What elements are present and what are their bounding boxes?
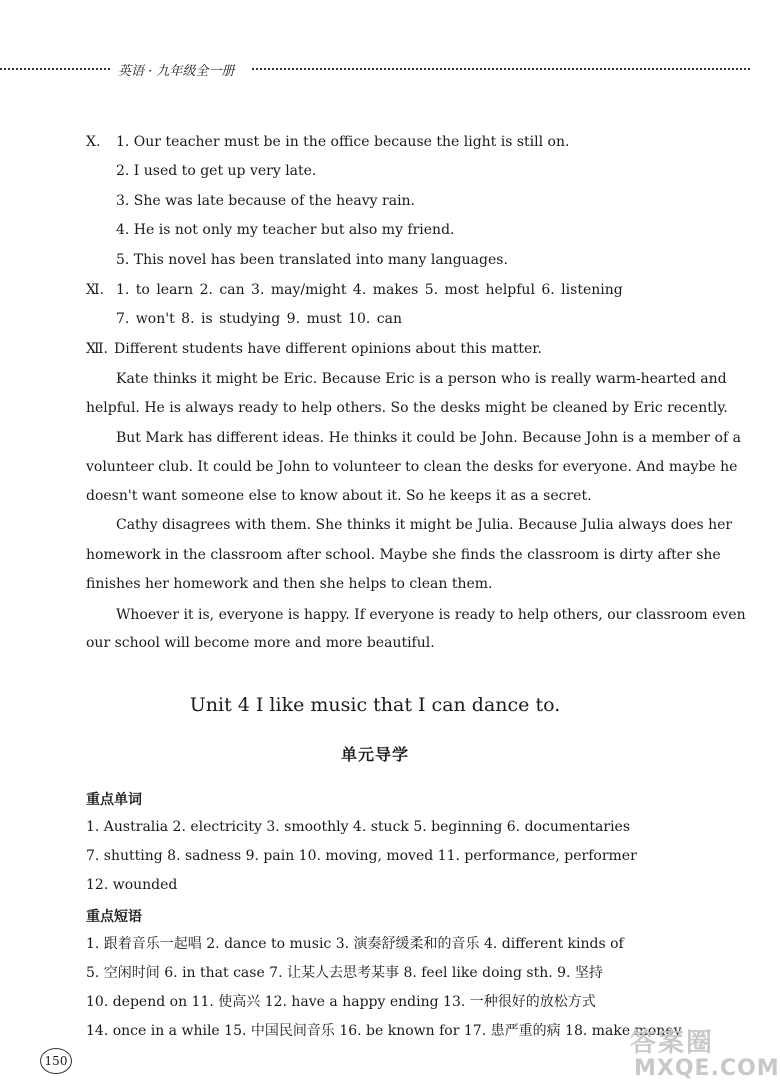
page-header: [0, 58, 750, 78]
section-x-item: 1. Our teacher must be in the office because the light is still on.: [116, 134, 570, 150]
essay-line: helpful. He is always ready to help others. So the desks might be cleaned by Eric recently.: [86, 400, 728, 416]
section-x-item: 4. He is not only my teacher but also my friend.: [116, 222, 455, 238]
section-x-numeral: Ⅹ.: [86, 134, 101, 150]
essay-line: finishes her homework and then she helps to clean them.: [86, 576, 493, 592]
essay-line: volunteer club. It could be John to volunteer to clean the desks for everyone. And maybe he: [86, 459, 738, 475]
watermark-text-bottom: MXQE.COM: [634, 1056, 780, 1081]
phrase-line: 1. 跟着音乐一起唱 2. dance to music 3. 演奏舒缓柔和的音乐 4. different kinds of: [86, 936, 624, 952]
essay-line: doesn't want someone else to know about it. So he keeps it as a secret.: [86, 488, 592, 504]
vocab-heading: 重点单词: [86, 792, 142, 808]
section-x-item: 3. She was late because of the heavy rain.: [116, 193, 416, 209]
section-xi-answers-line-2: 7. won't 8. is studying 9. must 10. can: [116, 311, 402, 327]
section-x-item: 2. I used to get up very late.: [116, 163, 317, 179]
essay-line: But Mark has different ideas. He thinks it could be John. Because John is a member of a: [116, 430, 741, 446]
essay-line: Cathy disagrees with them. She thinks it might be Julia. Because Julia always does her: [116, 517, 733, 533]
page-number: 150: [40, 1048, 72, 1074]
essay-line: our school will become more and more beautiful.: [86, 635, 435, 651]
unit-section-title: 单元导学: [340, 745, 409, 764]
essay-line: Kate thinks it might be Eric. Because Eric is a person who is really warm-hearted and: [116, 371, 727, 387]
vocab-line: 12. wounded: [86, 877, 178, 893]
unit-title: Unit 4 I like music that I can dance to.: [189, 694, 561, 716]
essay-line: Whoever it is, everyone is happy. If everyone is ready to help others, our classroom even: [116, 607, 746, 623]
watermark-logo: [620, 1020, 780, 1091]
phrase-line: 14. once in a while 15. 中国民间音乐 16. be known for 17. 患严重的病 18. make money: [86, 1023, 682, 1039]
phrase-line: 10. depend on 11. 使高兴 12. have a happy ending 13. 一种很好的放松方式: [86, 994, 596, 1010]
header-dotted-rule-left: [0, 68, 110, 70]
section-xi-numeral: Ⅺ.: [86, 282, 105, 298]
vocab-line: 7. shutting 8. sadness 9. pain 10. moving, moved 11. performance, performer: [86, 848, 637, 864]
essay-line: homework in the classroom after school. Maybe she finds the classroom is dirty after she: [86, 547, 721, 563]
phrases-heading: 重点短语: [86, 909, 142, 925]
section-xi-answers-line-1: 1. to learn 2. can 3. may/might 4. makes 5. most helpful 6. listening: [116, 282, 623, 298]
header-title: 英语 · 九年级全一册: [118, 64, 235, 79]
section-xii-intro: Different students have different opinions about this matter.: [114, 341, 542, 357]
vocab-line: 1. Australia 2. electricity 3. smoothly 4. stuck 5. beginning 6. documentaries: [86, 819, 631, 835]
section-x-item: 5. This novel has been translated into many languages.: [116, 252, 508, 268]
phrase-line: 5. 空闲时间 6. in that case 7. 让某人去思考某事 8. feel like doing sth. 9. 坚持: [86, 965, 603, 981]
section-xii-numeral: Ⅻ.: [86, 341, 108, 357]
watermark-text-top: 答案圈: [630, 1028, 715, 1058]
header-dotted-rule-right: [252, 68, 750, 70]
